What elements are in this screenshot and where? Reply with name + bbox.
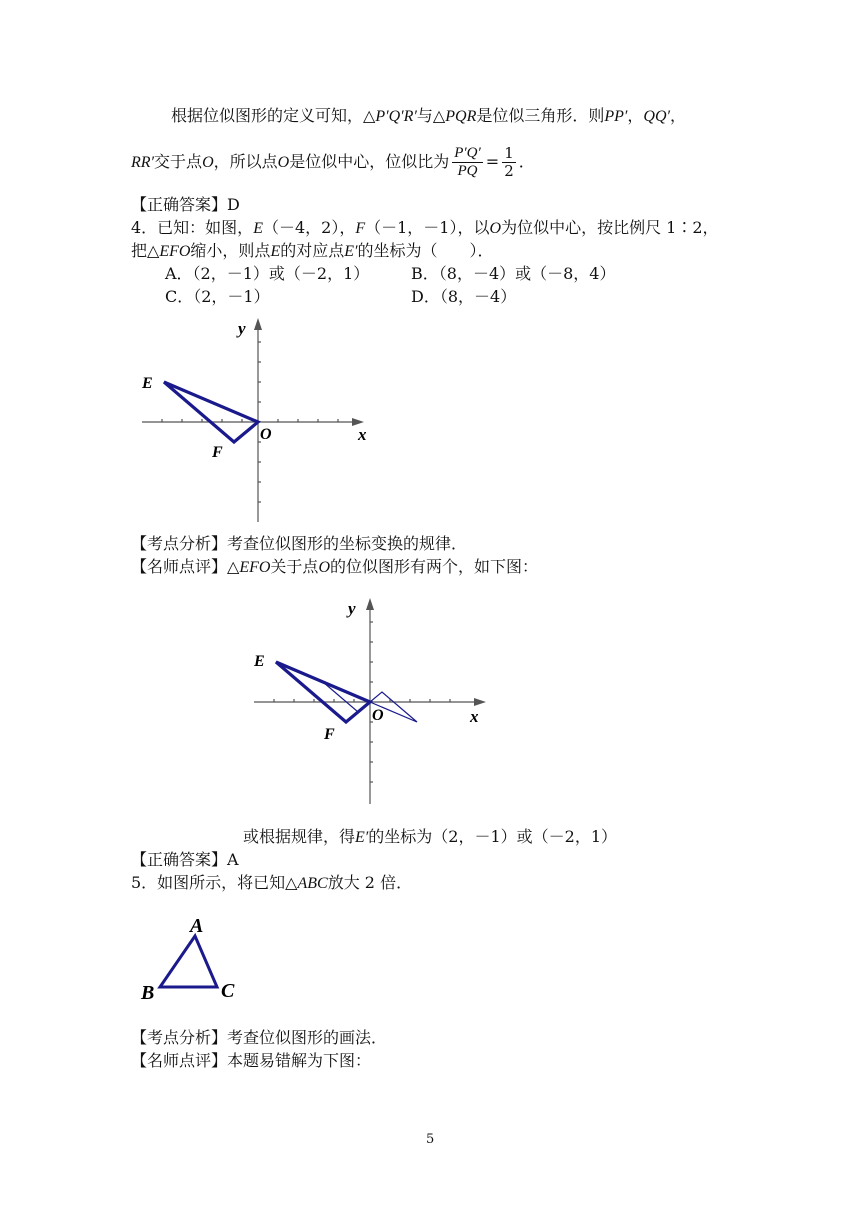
text: 的坐标为（2，－1）或（－2，1） [368,827,618,846]
point-a-label: A [190,915,204,937]
math-text: PQR [445,108,477,125]
math-text: F [355,220,366,237]
coordinate-graph-2 [242,598,492,808]
fraction-denominator: 2 [504,162,514,180]
math-text: O [277,154,290,171]
text: 为位似中心，按比例尺 1∶2， [501,218,719,237]
point-f-label: F [324,726,335,743]
origin-label: O [372,707,384,724]
math-text: ABC [297,875,328,892]
option-b: B．（8，－4）或（－8，4） [411,264,616,283]
fraction-ratio [452,145,483,180]
text: 是位似中心，位似比为 [289,152,450,171]
fraction-numerator: 1 [504,144,514,162]
option-c: C．（2，－1） [165,287,270,306]
x-axis-label: x [358,425,367,444]
point-e-label: E [254,653,265,670]
option-d: D．（8，－4） [411,287,517,306]
math-text: O [318,559,330,576]
comment-5: 【名师点评】本题易错解为下图： [131,1051,372,1070]
math-text: E′ [355,829,369,846]
y-axis-label: y [238,319,246,338]
math-text: O [202,154,214,171]
point-b-label: B [141,982,155,1004]
equals-sign: = [485,152,500,171]
math-text: E′ [344,243,358,260]
triangle-efo [164,382,258,442]
analysis-4: 【考点分析】考查位似图形的坐标变换的规律． [131,534,468,553]
math-text: E [270,243,281,260]
triangle-abc [160,936,217,987]
fraction-numerator: P′Q′ [454,145,481,161]
text: 把△ [131,241,160,260]
text: 根据位似图形的定义可知，△ [171,106,376,125]
x-axis-arrow [474,698,486,706]
x-axis-label: x [470,707,479,726]
para-line-2 [131,145,535,180]
text: 的坐标为（ ）． [357,241,494,260]
text: ， [670,106,687,125]
text: 5．如图所示，将已知△ [131,873,298,892]
math-text: P′Q′R′ [375,108,417,125]
text: 放大 2 倍． [327,873,413,892]
math-text: EFO [159,243,191,260]
analysis-5: 【考点分析】考查位似图形的画法． [131,1028,388,1047]
question-5 [131,873,412,894]
answer-4: 【正确答案】A [131,850,239,869]
fraction-half [502,145,516,180]
triangle-efo [276,662,370,722]
triangle-abc-figure [135,912,255,1008]
text: 关于点 [270,557,319,576]
question-4-line-1 [131,218,719,239]
math-text: O [489,220,502,237]
point-c-label: C [221,980,235,1002]
text: ． [518,152,535,171]
math-text: EFO [239,559,271,576]
comment-4 [131,557,538,578]
text: 【名师点评】△ [131,557,240,576]
point-f-label: F [212,444,223,461]
math-text: QQ′ [643,108,671,125]
math-text: PP′ [604,108,628,125]
text: ，所以点 [213,152,278,171]
y-axis-label: y [348,599,356,618]
origin-label: O [260,426,272,443]
text: 的对应点 [280,241,345,260]
text: 交于点 [154,152,203,171]
question-4-line-2 [131,241,494,262]
text: 4．已知：如图， [131,218,254,237]
text: 缩小，则点 [190,241,271,260]
y-axis-arrow [254,318,262,330]
text: 的位似图形有两个，如下图： [330,557,539,576]
page-number: 5 [426,1132,435,1147]
fraction-denominator: PQ [457,163,478,179]
text: ， [627,106,644,125]
answer-3: 【正确答案】D [131,195,240,214]
text: （－1，－1），以 [365,218,490,237]
y-axis-arrow [366,598,374,610]
text: 与△ [416,106,446,125]
option-a: A．（2，－1）或（－2，1） [165,264,370,283]
text: 是位似三角形．则 [476,106,605,125]
text: （－4，2）， [262,218,356,237]
point-e-label: E [142,375,153,392]
math-text: RR′ [131,154,155,171]
rule-4 [243,827,617,848]
math-text: E [253,220,263,237]
para-line-1 [171,106,686,127]
text: 或根据规律，得 [243,827,356,846]
coordinate-graph-1 [130,318,380,528]
